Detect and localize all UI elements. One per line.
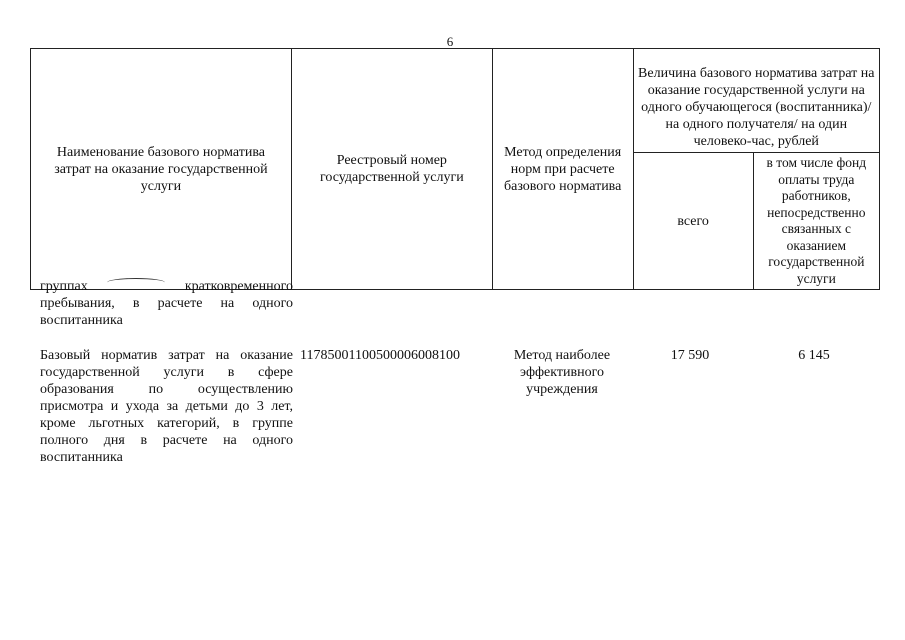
header-col-total: всего: [633, 153, 753, 290]
header-col-wage: в том числе фонд оплаты труда работников, непосредственно связанных с оказанием государственной услуги: [753, 153, 879, 290]
continued-row-name: [40, 278, 293, 329]
continued-rest: пребывания, в расчете на одного воспитанника: [40, 296, 293, 328]
header-col-value: Величина базового норматива затрат на оказание государственной услуги на одного обучающегося (воспитанника)/ на одного получателя/ на один человеко-час, рублей: [633, 49, 879, 153]
page-number: 6: [446, 34, 454, 49]
header-col-name: Наименование базового норматива затрат на оказание государственной услуги: [31, 49, 292, 290]
row-total: 17 590: [670, 348, 710, 363]
header-table: [30, 48, 880, 290]
header-col-method: Метод определения норм при расчете базового норматива: [492, 49, 633, 290]
continued-line1-right: кратковременного: [184, 279, 293, 294]
row-registry-number: 11785001100500006008100: [300, 348, 460, 363]
row-wage-fund: 6 145: [798, 348, 830, 363]
row-method: Метод наиболее эффективного учреждения: [513, 348, 611, 397]
header-col-registry: Реестровый номер государственной услуги: [291, 49, 492, 290]
continued-line1-left: группах: [40, 279, 88, 294]
row-service-name: Базовый норматив затрат на оказание государственной услуги в сфере образования по осуществлению присмотра и ухода за детьми до 3 лет, кроме льготных категорий, в группе полного дня в расчете на одного воспитанника: [40, 348, 293, 465]
pen-mark: [107, 278, 165, 287]
